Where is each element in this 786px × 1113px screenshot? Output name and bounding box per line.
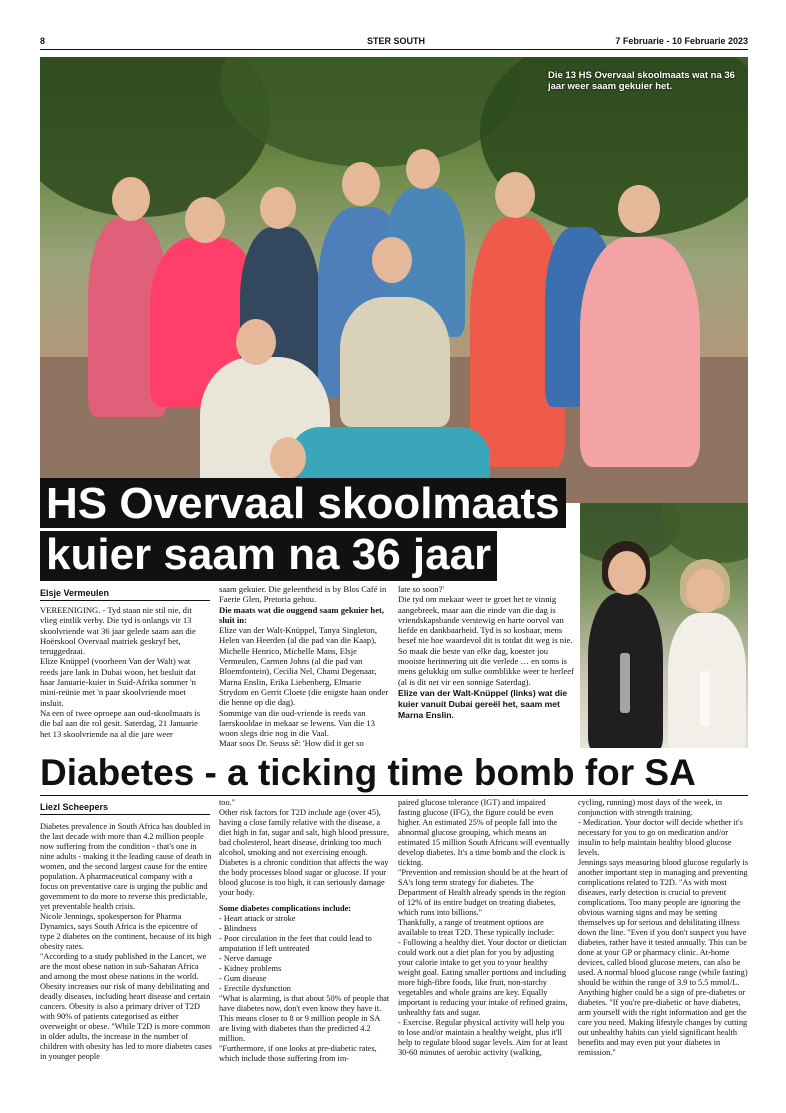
paragraph: - Exercise. Regular physical activity will help you to lose and/or maintain a healthy weight, plus it'll help to regulate blood sugar levels. Aim for at least 30-60 minutes of aerobic activity (walking, (398, 1018, 568, 1057)
paragraph: Elize Knüppel (voorheen Van der Walt) wat reeds jare lank in Dubai woon, het besluit dat haar Januarie-kuier in Suid-Afrika sommer 'n mini-reünie met 'n paar skoolvriende moet insluit. (40, 656, 196, 708)
paragraph: - Medication. Your doctor will decide whether it's necessary for you to go on medication and/or insulin to help maintain healthy blood glucose levels. (578, 818, 743, 857)
paragraph: saam gekuier. Die geleentheid is by Blos Café in Faerie Glen, Pretoria gehou. (219, 584, 387, 605)
paragraph: Diabetes is a chronic condition that affects the way the body processes blood sugar or glucose. If your blood glucose is too high, it can seriously damage your body. (219, 858, 389, 897)
group-photo-caption: Die 13 HS Overvaal skoolmaats wat na 36 jaar weer saam gekuier het. (548, 70, 735, 92)
paragraph: "What is alarming, is that about 50% of people that have diabetes now, don't even know they have it. (219, 994, 390, 1013)
article1-column-3 (398, 584, 574, 687)
issue-date: 7 Februarie - 10 Februarie 2023 (615, 36, 748, 46)
article2-column-3 (398, 798, 570, 1058)
inset-photo-caption: Elize van der Walt-Knüppel (links) wat die kuier vanuit Dubai gereël het, saam met Marna Enslin. (398, 688, 568, 720)
paragraph: - Following a healthy diet. Your doctor or dietician could work out a diet plan for you by adjusting your calorie intake to get you to your healthy weight goal. Eating smaller portions and including more high-fibre foods, like fruit, non-starchy vegetables and whole grains are key. Equally important is reducing your intake of refined grains, unhealthy fats and sugar. (398, 938, 568, 1017)
list-item: - Nerve damage (219, 954, 272, 963)
list-item: - Poor circulation in the feet that could lead to amputation if left untreated (219, 934, 372, 953)
paragraph-bold: Some diabetes complications include: (219, 904, 352, 913)
article2-byline: Liezl Scheepers (40, 802, 109, 812)
article1-headline-line1: HS Overvaal skoolmaats (40, 478, 566, 528)
paragraph: Jennings says measuring blood glucose regularly is another important step in managing and preventing complications related to T2D. "As with most diseases, early detection is crucial to prevent complications. Too many people are ignoring the obvious warning signs and may be setting themselves up for serious and debilitating illness down the line. "Even if you don't suspect you have diabetes, rather have it tested annually. This can be done at your GP or pharmacy clinic. At-home devices, called blood glucose meters, can also be used. A normal blood glucose range (while fasting) should be within the range of 3.9 to 5.5 mmol/L. Anything higher could be a sign of pre-diabetes or diabetes. "If you're pre-diabetic or have diabetes, arm yourself with the right information and get the care you need. Making lifestyle changes by cutting out unhealthy habits can yield significant health benefits and may even put your diabetes in remission." (578, 858, 749, 1057)
paragraph: "Furthermore, if one looks at pre-diabetic rates, which include those suffering from im- (219, 1044, 377, 1063)
list-item: - Heart attack or stroke (219, 914, 296, 923)
group-photo (40, 57, 748, 503)
byline-rule (40, 814, 210, 815)
paragraph: late so soon?' (398, 584, 444, 594)
paragraph: paired glucose tolerance (IGT) and impaired fasting glucose (IFG), the figure could be even higher. An estimated 25% of people fall into the abnormal glucose grouping, which means an estimated 15 million South Africans will eventually develop diabetes. It's a time bomb and the clock is ticking. (398, 798, 570, 867)
paragraph: Diabetes prevalence in South Africa has doubled in the last decade with more than 4.2 million people now suffering from the condition - that's one in nine adults - making it the leading cause of death in women, and the second largest cause for the entire population. A pharmaceutical company with a focus on preventative care is urging the public and government to do more to reverse this predictable, yet preventable health crisis. (40, 822, 212, 911)
publication-name: STER SOUTH (367, 36, 426, 46)
article2-headline: Diabetes - a ticking time bomb for SA (40, 752, 696, 793)
paragraph: Die tyd om mekaar weer te groet het te vinnig aangebreek, maar aan die einde van die dag is vriendskapsbande verstewig en harte oorvol van liefde en dankbaarheid. Tyd is so kosbaar, mens besef nie hoe waardevol dit is totdat dit weg is nie. (398, 594, 573, 646)
byline-rule (40, 600, 210, 601)
article1-byline: Elsje Vermeulen (40, 588, 110, 598)
paragraph: Na een of twee oproepe aan oud-skoolmaats is die bal aan die rol gesit. Saterdag, 21 Januarie het 13 skoolvriende na al die jare weer (40, 707, 201, 739)
article1-column-2 (219, 584, 389, 749)
inset-photo (580, 503, 748, 748)
paragraph: Thankfully, a range of treatment options are available to treat T2D. These typically include: (398, 918, 555, 937)
paragraph: Elize van der Walt-Knüppel, Tanya Singleton, Helen van Heerden (al die pad van die Kaap), Michelle Henrico, Michelle Mans, Elsje Vermeulen, Carmen Johns (al die pad van Bloemfontein), Cecilia Nel, Chami Degenaar, Marna Enslin, Erika Liebenberg, Elmarie Strydom en Gerrit Cloete (die enigste haan onder die henne op die dag). (219, 625, 389, 708)
paragraph: Other risk factors for T2D include age (over 45), having a close family relative with the disease, a diet high in fat, sugar and salt, high blood pressure, bad cholesterol, heart disease, drinking too much alcohol, smoking and not exercising enough. (219, 808, 390, 857)
paragraph: Sommige van die oud-vriende is reeds van laerskooldae in mekaar se lewens. Van die 13 woon slegs drie nog in die Vaal. (219, 707, 375, 739)
page-number: 8 (40, 36, 46, 46)
article2-column-2 (219, 798, 391, 1064)
list-item: - Kidney problems (219, 964, 282, 973)
article2-column-4 (578, 798, 750, 1058)
paragraph: "According to a study published in the Lancet, we are the most obese nation in sub-Saharan Africa and among the most obese nations in the world. Obesity increases our risk of many debilitating and deadly diseases, including heart disease and certain cancers. Obesity is also a primary driver of T2D with 90% of patients categorised as either overweight or obese. "While T2D is more common in older adults, the increase in the number of children with obesity has led to more diabetes cases in younger people (40, 952, 212, 1061)
paragraph: Nicole Jennings, spokesperson for Pharma Dynamics, says South Africa is the epicentre of type 2 diabetes on the continent, because of its high obesity rates. (40, 912, 212, 951)
paragraph: Maar soos Dr. Seuss sê: 'How did it get so (219, 738, 364, 749)
paragraph-bold: Die maats wat die ouggend saam gekuier het, sluit in: (219, 604, 385, 625)
header-rule (40, 49, 748, 50)
article1-column-1 (40, 605, 210, 739)
paragraph: cycling, running) most days of the week, in conjunction with strength training. (578, 798, 723, 817)
list-item: - Blindness (219, 924, 257, 933)
article1-headline-line2: kuier saam na 36 jaar (40, 531, 497, 581)
paragraph: "Prevention and remission should be at the heart of SA's long term strategy for diabetes. The Department of Health already spends in the region of 12% of its entire budget on treating diabetes, which runs into billions." (398, 868, 568, 917)
paragraph: too." (219, 798, 236, 807)
article2-column-1 (40, 822, 212, 1062)
paragraph: So maak die beste van elke dag, koester jou mooiste herinnering uit die verlede … en soms is mens gelukkig om sulke oomblikke weer te herleef (al is dit net vir een sonnige Saterdag). (398, 645, 574, 687)
list-item: - Erectile dysfunction (219, 984, 291, 993)
headline-rule (40, 795, 748, 796)
paragraph: VEREENIGING. - Tyd staan nie stil nie, dit vlieg eintlik verby. Die tyd is onlangs vir 13 skoolvriende wat 36 jaar gelede saam aan die Hoërskool Overvaal matriek geskryf het, teruggedraai. (40, 605, 196, 657)
list-item: - Gum disease (219, 974, 267, 983)
paragraph: This means closer to 8 or 9 million people in SA are living with diabetes than the predicted 4.2 million. (219, 1014, 380, 1043)
